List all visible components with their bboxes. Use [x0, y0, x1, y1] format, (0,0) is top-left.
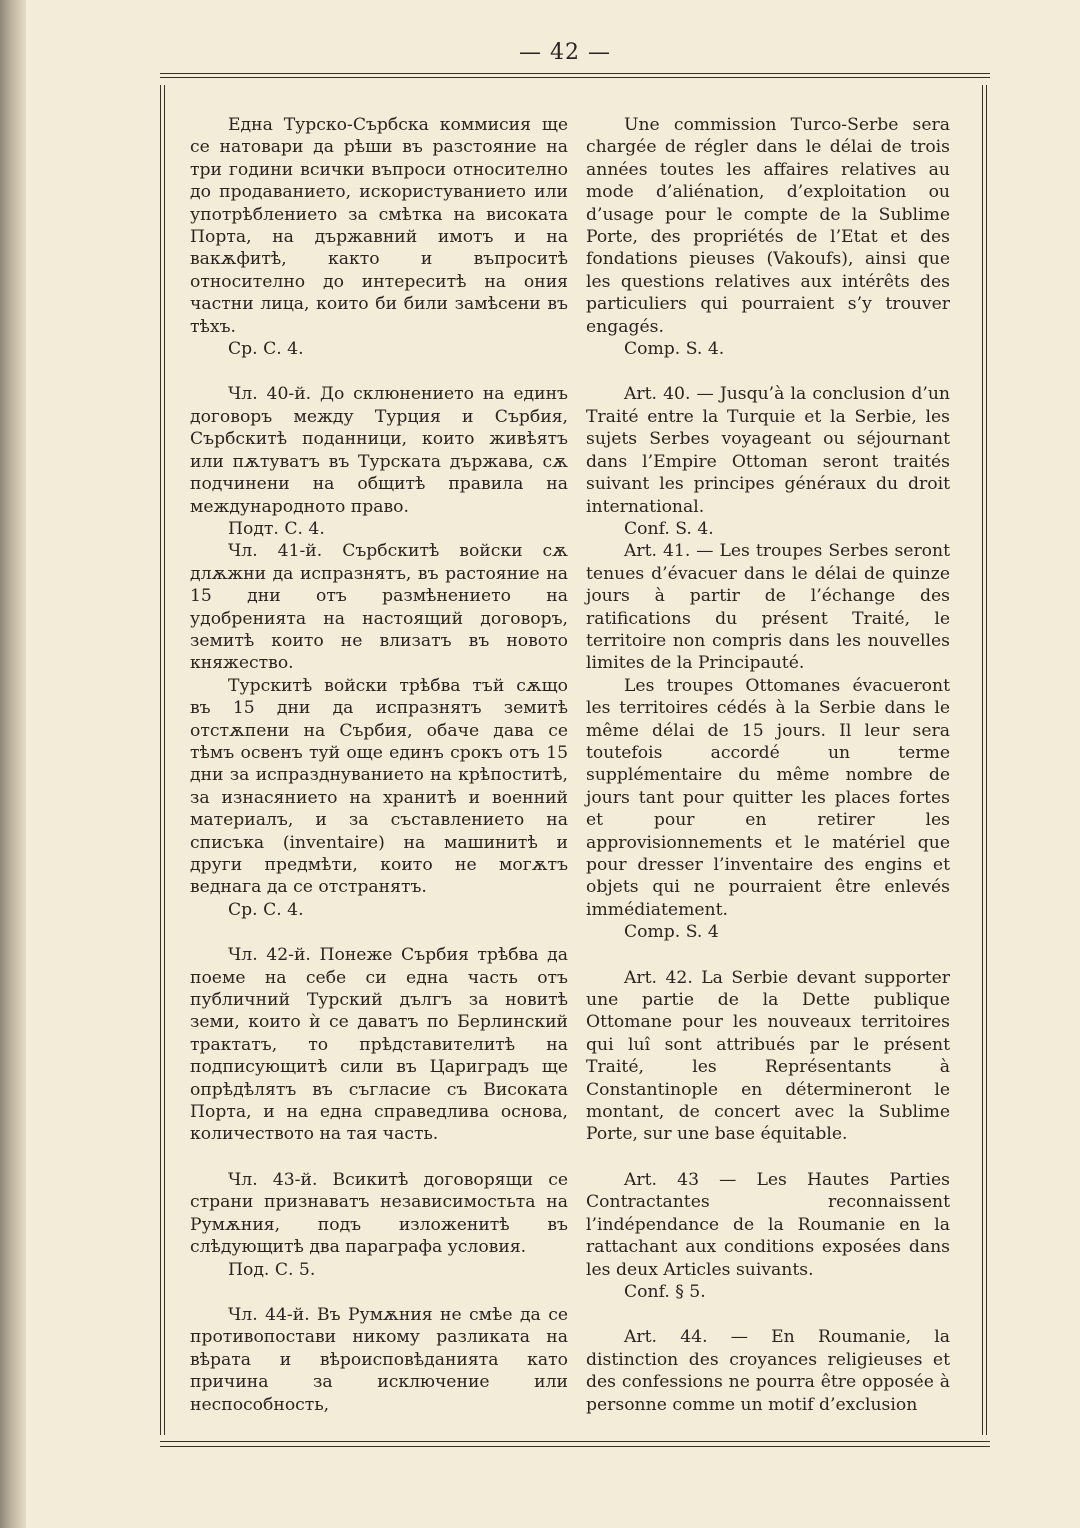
bottom-rule	[160, 1441, 990, 1442]
bg-article-40: Чл. 40-й. До склюнението на единъ договоръ между Турция и Сърбия, Сърбскитѣ поданници, които живѣятъ или пѫтуватъ въ Турската държава, сѫ подчинени на общитѣ правила на международното право.	[190, 384, 568, 517]
fr-article-42: Art. 42. La Serbie devant supporter une partie de la Dette publique Ottomane pour les nouveaux territoires qui luî sont attribués par le présent Traité, les Représentants à Constantinople en détermineront le montant, de concert avec la Sublime Porte, sur une base équitable.	[586, 967, 950, 1145]
bg-reference: Подт. С. 4.	[228, 518, 325, 539]
bg-article-41: Чл. 41-й. Сърбскитѣ войски сѫ длѫжни да испразнятъ, въ растояние на 15 дни отъ размѣнението на удобренията на настоящий договоръ, земитѣ които не влизатъ въ новото княжество.	[190, 541, 568, 674]
fr-paragraph-commission: Une commission Turco-Serbe sera chargée de régler dans le délai de trois années toutes les affaires relatives au mode d’aliénation, d’exploitation ou d’usage pour le compte de la Sublime Porte, des propriétés de l’Etat et des fondations pieuses (Vakoufs), ainsi que les questions relatives aux intérêts des particuliers qui pourraient s’y trouver engagés.	[586, 115, 950, 337]
bg-reference: Ср. С. 4.	[228, 899, 304, 920]
fr-article-44: Art. 44. — En Roumanie, la distinction des croyances religieuses et des confessions ne pourra être opposée à personne comme un motif d’exclusion	[586, 1327, 950, 1415]
bottom-rule-inner	[160, 1446, 990, 1447]
top-rule-inner	[160, 77, 990, 78]
fr-reference: Comp. S. 4.	[624, 339, 725, 360]
frame-right-line	[982, 85, 983, 1435]
top-rule	[160, 73, 990, 74]
fr-reference: Conf. S. 4.	[624, 518, 714, 539]
page-number: — 42 —	[519, 40, 611, 65]
bg-reference: Под. С. 5.	[228, 1259, 316, 1280]
fr-article-40: Art. 40. — Jusqu’à la conclusion d’un Traité entre la Turquie et la Serbie, les sujets Serbes voyageant ou séjournant dans l’Empire Ottoman seront traités suivant les principes généraux du droit international.	[586, 384, 950, 517]
fr-paragraph-ottoman-troops: Les troupes Ottomanes évacueront les territoires cédés à la Serbie dans le même délai de 15 jours. Il leur sera toutefois accordé un terme supplémentaire du même nombre de jours tant pour quitter les places fortes et pour en retirer les approvisionnements et le matériel que pour dresser l’inventaire des engins et objets qui ne pourraient être enlevés immédiatement.	[586, 675, 950, 920]
bg-reference: Ср. С. 4.	[228, 339, 304, 360]
bg-article-42: Чл. 42-й. Понеже Сърбия трѣбва да поеме на себе си една часть отъ публичний Турский дългъ за новитѣ земи, които ѝ се даватъ по Берлинский трактатъ, то прѣдставителитѣ на подписующитѣ сили въ Цариградъ ще опрѣдѣлятъ въ съгласие съ Високата Порта, и на една справедлива основа, количеството на тая часть.	[190, 945, 568, 1145]
french-text-column	[586, 114, 950, 1416]
fr-reference: Conf. § 5.	[624, 1281, 706, 1302]
bulgarian-text-column	[190, 114, 568, 1416]
book-binding-shadow	[0, 0, 26, 1528]
frame-left-line	[160, 85, 161, 1435]
bg-paragraph-turkish-troops: Турскитѣ войски трѣбва тъй сѫщо въ 15 дни да испразнятъ земитѣ отстѫпени на Сърбия, обаче дава се тѣмъ освенъ туй още единъ срокъ отъ 15 дни за испразднуванието на крѣпоститѣ, за изнасянието на хранитѣ и военний материалъ, и за съставлението на списъка (inventaire) на машинитѣ и други предмѣти, които не могѫтъ веднага да се отстранятъ.	[190, 675, 568, 898]
fr-article-41: Art. 41. — Les troupes Serbes seront tenues d’évacuer dans le délai de quinze jours à partir de l’échange des ratifications du présent Traité, le territoire non compris dans les nouvelles limites de la Principauté.	[586, 541, 950, 674]
frame-left-line-inner	[164, 85, 165, 1435]
fr-reference: Comp. S. 4	[624, 922, 719, 943]
bg-paragraph-commission: Една Турско-Сърбска коммисия ще се натовари да рѣши въ разстояние на три години всички въпроси относително до продаванието, искористуванието или употрѣблението за смѣтка на високата Порта, на държавний имотъ и на вакѫфитѣ, както и въпроситѣ относително до интереситѣ на ония частни лица, които би били замѣсени въ тѣхъ.	[190, 115, 568, 337]
fr-article-43: Art. 43 — Les Hautes Parties Contractantes reconnaissent l’indépendance de la Roumanie en la rattachant aux conditions exposées dans les deux Articles suivants.	[586, 1169, 950, 1280]
bg-article-44: Чл. 44-й. Въ Румѫния не смѣе да се противопостави никому разликата на вѣрата и вѣроисповѣданията като причина за исключение или неспособность,	[190, 1304, 568, 1415]
bg-article-43: Чл. 43-й. Всикитѣ договорящи се страни признаватъ независимостьта на Румѫния, подъ изложенитѣ въ слѣдующитѣ два параграфа условия.	[190, 1169, 568, 1258]
frame-right-line-inner	[986, 85, 987, 1435]
